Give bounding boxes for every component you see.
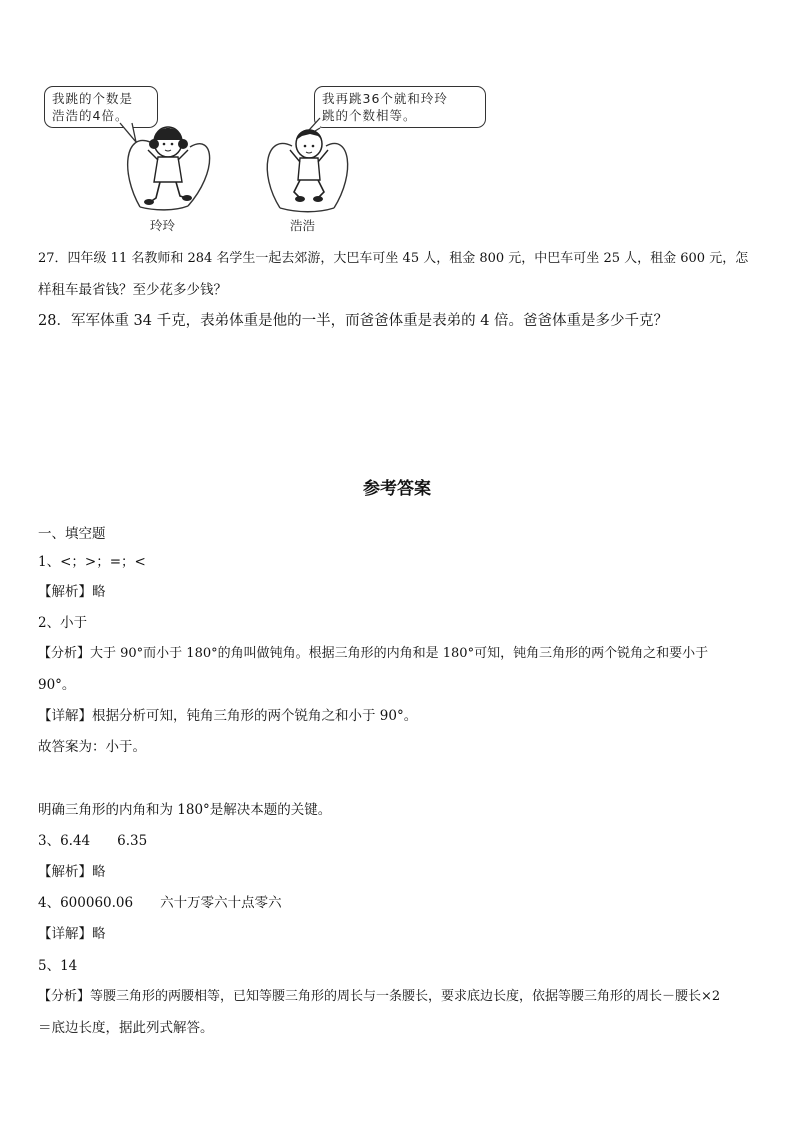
answer-1: 1、<；>；=；< <box>38 554 146 570</box>
answer-1-analysis: 【解析】略 <box>38 584 106 600</box>
answer-3-analysis: 【解析】略 <box>38 864 106 880</box>
haohao-bubble-line-1: 我再跳36个就和玲玲 <box>322 91 448 106</box>
answer-3: 3、6.44 6.35 <box>38 833 148 849</box>
answer-2-note: 明确三角形的内角和为 180°是解决本题的关键。 <box>38 802 332 818</box>
haohao-bubble-line-2: 跳的个数相等。 <box>322 108 417 123</box>
haohao-name-label: 浩浩 <box>290 218 316 233</box>
answer-2-final: 故答案为：小于。 <box>38 739 146 755</box>
answer-5: 5、14 <box>38 958 78 974</box>
lingling-bubble-line-2: 浩浩的4倍。 <box>52 108 129 123</box>
answer-5-analysis-line-1: 【分析】等腰三角形的两腰相等，已知等腰三角形的周长与一条腰长，要求底边长度，依据等腰三角形的周长－腰长×2 <box>38 989 721 1004</box>
question-27-line-2: 样租车最省钱？至少花多少钱？ <box>38 282 227 298</box>
answers-title: 参考答案 <box>363 479 431 499</box>
answer-5-analysis-line-2: ＝底边长度，据此列式解答。 <box>38 1020 214 1036</box>
answer-4: 4、600060.06 六十万零六十点零六 <box>38 895 282 911</box>
question-28: 28．军军体重 34 千克，表弟体重是他的一半，而爸爸体重是表弟的 4 倍。爸爸体重是多少千克？ <box>38 313 669 329</box>
girl-jumping-rope-illustration <box>120 112 220 212</box>
section-fill-in-blank: 一、填空题 <box>38 526 106 542</box>
answer-2-analysis-line-1: 【分析】大于 90°而小于 180°的角叫做钝角。根据三角形的内角和是 180°可知，钝角三角形的两个锐角之和要小于 <box>38 646 709 661</box>
question-27-line-1: 27．四年级 11 名教师和 284 名学生一起去郊游，大巴车可坐 45 人，租金 800 元，中巴车可坐 25 人，租金 600 元，怎 <box>38 251 749 266</box>
answer-4-detail: 【详解】略 <box>38 926 106 942</box>
lingling-name-label: 玲玲 <box>150 218 176 233</box>
boy-jumping-rope-illustration <box>258 118 358 218</box>
lingling-bubble-line-1: 我跳的个数是 <box>52 91 134 106</box>
answer-2-analysis-line-2: 90°。 <box>38 677 76 693</box>
answer-2: 2、小于 <box>38 615 88 631</box>
answer-2-detail: 【详解】根据分析可知，钝角三角形的两个锐角之和小于 90°。 <box>38 708 418 724</box>
